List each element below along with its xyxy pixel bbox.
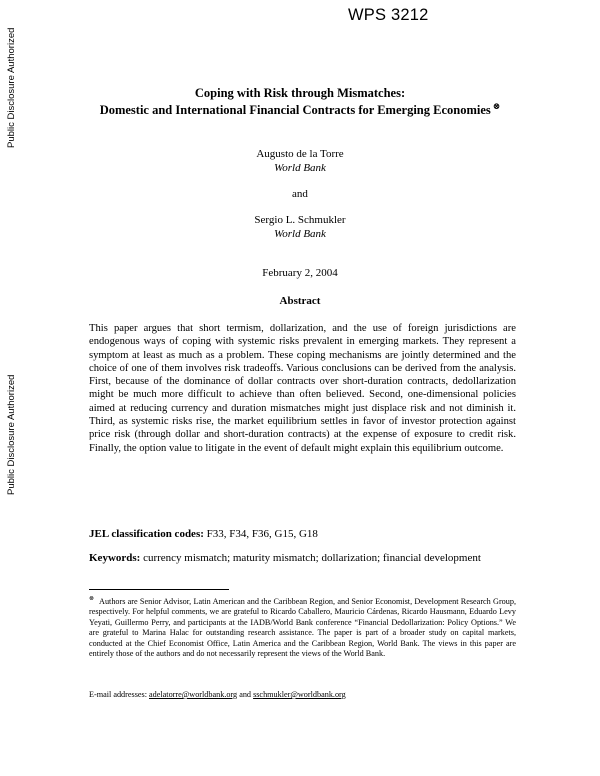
keywords-label: Keywords: (89, 552, 141, 564)
footnote-mark: ⊗ (89, 596, 95, 603)
footnote-text: Authors are Senior Advisor, Latin American and the Caribbean Region, and Senior Economist, Development Research Group, respectively. For helpful comments, we are grateful to Ricardo Caballero, Mauricio Cárdenas, Ricardo Hausmann, Eduardo Levy Yeyati, Guillermo Perry, and participants at the IADB/World Bank conference “Financial Dedollarization: Policy Options.” We are grateful to Marina Halac for outstanding research assistance. The paper is part of a broader study on capital markets, conducted at the Chief Economist Office, Latin America and the Caribbean Region, World Bank. The views in this paper are entirely those of the authors and do not necessarily represent the views of the World Bank. (89, 597, 516, 659)
email-and: and (239, 690, 252, 699)
keywords-values: currency mismatch; maturity mismatch; dollarization; financial development (143, 552, 481, 564)
footnote-divider (89, 589, 229, 590)
author-1 (100, 147, 500, 175)
jel-values: F33, F34, F36, G15, G18 (206, 528, 318, 540)
side-disclosure-label-top: Public Disclosure Authorized (6, 27, 17, 148)
title-footnote-mark[interactable]: ⊗ (492, 100, 501, 111)
email-link-2[interactable]: sschmukler@worldbank.org (253, 690, 346, 699)
author-2-affiliation: World Bank (274, 228, 326, 240)
author-2-name: Sergio L. Schmukler (254, 214, 346, 226)
author-1-affiliation: World Bank (274, 162, 326, 174)
abstract-text: This paper argues that short termism, dollarization, and the use of foreign jurisdictions are endogenous ways of coping with systemic risks prevalent in emerging markets. They represent a symptom at least as much as a problem. These coping mechanisms are jointly determined and the choice of one of them involves risk tradeoffs. Various conclusions can be derived from the analysis. First, because of the dominance of dollar contracts over short-duration contracts, dedollarization might be much more difficult to achieve than often believed. Second, one-dimensional policies aimed at reducing currency and duration mismatches might just displace risk and not diminish it. Third, as systemic risks rise, the market equilibrium settles in favor of investor protection against price risk (through dollar and short-duration contracts) at the expense of exposure to credit risk. Finally, the option value to litigate in the event of default might explain this equilibrium outcome. (89, 323, 516, 454)
title-line-1: Coping with Risk through Mismatches: (194, 86, 406, 100)
author-2 (100, 213, 500, 241)
footnote (89, 597, 516, 659)
email-label: E-mail addresses: (89, 690, 147, 699)
email-addresses (89, 690, 516, 700)
paper-date: February 2, 2004 (262, 267, 338, 279)
paper-title (80, 85, 520, 119)
email-link-1[interactable]: adelatorre@worldbank.org (149, 690, 238, 699)
report-number: WPS 3212 (348, 6, 429, 24)
title-line-2: Domestic and International Financial Contracts for Emerging Economies (99, 103, 491, 117)
author-1-name: Augusto de la Torre (256, 148, 344, 160)
jel-codes (89, 527, 529, 541)
abstract-heading: Abstract (279, 295, 321, 307)
author-conjunction: and (292, 188, 308, 200)
side-disclosure-label-middle: Public Disclosure Authorized (6, 374, 17, 495)
keywords (89, 551, 529, 565)
jel-label: JEL classification codes: (89, 528, 204, 540)
